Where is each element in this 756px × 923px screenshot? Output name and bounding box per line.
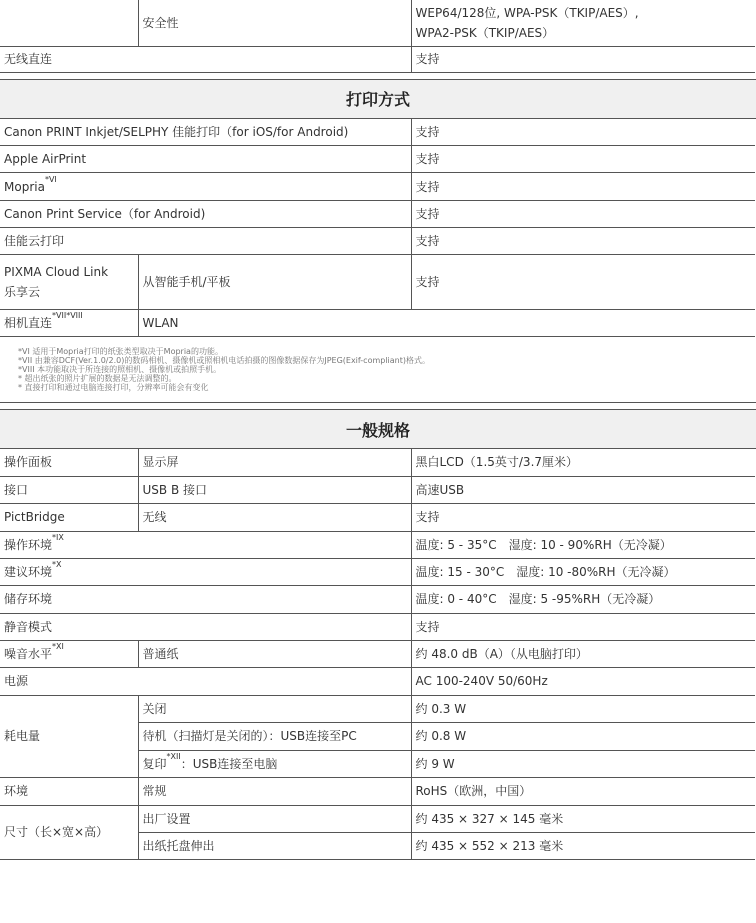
- spec-label: [0, 0, 138, 46]
- spec-sublabel: 待机（扫描灯是关闭的）：USB连接至PC: [138, 722, 411, 750]
- footnote: *VIII 本功能取决于所连接的照相机、摄像机或拍照手机。: [18, 365, 222, 374]
- footnote-ref: *VI: [44, 174, 57, 184]
- spec-sublabel: 出厂设置: [138, 805, 411, 832]
- section-title-general-specs: 一般规格: [0, 409, 756, 449]
- spec-value: WLAN: [138, 310, 755, 337]
- spec-value: RoHS（欧洲，中国）: [411, 777, 755, 805]
- table-row: [0, 667, 755, 695]
- spec-label: 储存环境: [0, 585, 411, 613]
- spec-sublabel: 无线: [138, 503, 411, 531]
- table-row: [0, 173, 755, 201]
- spec-value: 支持: [411, 228, 755, 255]
- spec-label: [0, 558, 411, 585]
- table-row: [0, 640, 755, 667]
- footnote-ref: *VII*VIII: [52, 311, 83, 320]
- spec-sublabel: [138, 750, 411, 777]
- security-value-line2: WPA2-PSK（TKIP/AES）: [415, 25, 555, 40]
- footnotes: [0, 337, 756, 403]
- recommended-env-label: 建议环境: [4, 564, 53, 579]
- spec-value: 约 0.8 W: [411, 722, 755, 750]
- spec-value: 约 0.3 W: [411, 695, 755, 722]
- spec-sublabel: USB B 接口: [138, 476, 411, 503]
- spec-value: 支持: [411, 255, 755, 310]
- pixma-label-line1: PIXMA Cloud Link: [4, 265, 109, 279]
- table-row: [0, 201, 755, 228]
- print-methods-table: [0, 119, 755, 338]
- spec-label: Apple AirPrint: [0, 146, 411, 173]
- spec-sublabel: 常规: [138, 777, 411, 805]
- spec-label: [0, 310, 138, 337]
- spec-sublabel: 普通纸: [138, 640, 411, 667]
- table-row: [0, 0, 755, 46]
- table-row: [0, 310, 755, 337]
- operating-env-label: 操作环境: [4, 537, 53, 552]
- spec-value: 支持: [411, 173, 755, 201]
- spec-label: PictBridge: [0, 503, 138, 531]
- table-row: [0, 558, 755, 585]
- table-row: [0, 255, 755, 310]
- noise-label: 噪音水平: [4, 646, 53, 661]
- spec-value: 支持: [411, 201, 755, 228]
- table-row: [0, 613, 755, 640]
- spec-label: 环境: [0, 777, 138, 805]
- copy-label: 复印: [142, 756, 167, 771]
- spec-label: 电源: [0, 667, 411, 695]
- spec-value: 约 9 W: [411, 750, 755, 777]
- footnote: *VI 适用于Mopria打印的纸张类型取决于Mopria的功能。: [18, 347, 223, 356]
- spec-value: 黑白LCD（1.5英寸/3.7厘米）: [411, 449, 755, 476]
- spec-value: 支持: [411, 146, 755, 173]
- spec-value: 约 48.0 dB（A）（从电脑打印）: [411, 640, 755, 667]
- spec-value: 支持: [411, 119, 755, 146]
- spec-sublabel: 显示屏: [138, 449, 411, 476]
- footnote-ref: *XI: [52, 641, 64, 651]
- spec-label: 耗电量: [0, 695, 138, 777]
- footnote-ref: *XII: [166, 751, 181, 761]
- mopria-label: Mopria: [4, 179, 45, 194]
- copy-label-suffix: ：USB连接至电脑: [180, 756, 278, 771]
- spec-value: 支持: [411, 46, 755, 72]
- spec-label: 尺寸（长×宽×高）: [0, 805, 138, 859]
- spec-sublabel: 安全性: [138, 0, 411, 46]
- table-row: [0, 695, 755, 722]
- footnote-ref: *X: [52, 559, 62, 569]
- table-row: [0, 476, 755, 503]
- section-title-print-methods: 打印方式: [0, 79, 756, 119]
- camera-direct-label: 相机直连: [4, 316, 53, 330]
- spec-value: 高速USB: [411, 476, 755, 503]
- spec-label: 操作面板: [0, 449, 138, 476]
- spec-value: [411, 0, 755, 46]
- spec-label: Canon PRINT Inkjet/SELPHY 佳能打印（for iOS/for Android): [0, 119, 411, 146]
- spec-label: [0, 173, 411, 201]
- spec-value: 支持: [411, 503, 755, 531]
- general-specs-table: [0, 449, 755, 860]
- footnote: * 超出纸张的照片扩展的数据是无法调整的。: [18, 374, 177, 383]
- spec-label: [0, 531, 411, 558]
- table-row: [0, 777, 755, 805]
- table-row: [0, 531, 755, 558]
- spec-value: 约 435 × 327 × 145 毫米: [411, 805, 755, 832]
- spec-label: 佳能云打印: [0, 228, 411, 255]
- footnote-ref: *IX: [52, 532, 64, 542]
- table-row: [0, 228, 755, 255]
- spec-value: 温度: 0 - 40°C 湿度: 5 -95%RH（无冷凝）: [411, 585, 755, 613]
- spec-label: 接口: [0, 476, 138, 503]
- spec-value: 支持: [411, 613, 755, 640]
- spec-label: Canon Print Service（for Android): [0, 201, 411, 228]
- spec-label: [0, 255, 138, 310]
- pixma-label-line2: 乐享云: [4, 285, 41, 299]
- spec-sublabel: 从智能手机/平板: [138, 255, 411, 310]
- footnote: *VII 由兼容DCF(Ver.1.0/2.0)的数码相机、摄像机或照相机电话拍摄的图像数据保存为JPEG(Exif-compliant)格式。: [18, 356, 431, 365]
- spec-label: 静音模式: [0, 613, 411, 640]
- spec-value: 温度: 15 - 30°C 湿度: 10 -80%RH（无冷凝）: [411, 558, 755, 585]
- table-row: [0, 503, 755, 531]
- footnote: * 直接打印和通过电脑连接打印，分辨率可能会有变化: [18, 383, 209, 392]
- spec-value: 约 435 × 552 × 213 毫米: [411, 832, 755, 859]
- network-spec-table: [0, 0, 755, 73]
- table-row: [0, 449, 755, 476]
- spec-label: [0, 640, 138, 667]
- spec-sublabel: 关闭: [138, 695, 411, 722]
- table-row: [0, 119, 755, 146]
- table-row: [0, 146, 755, 173]
- spec-label: 无线直连: [0, 46, 411, 72]
- table-row: [0, 585, 755, 613]
- table-row: [0, 46, 755, 72]
- table-row: [0, 805, 755, 832]
- spec-value: AC 100-240V 50/60Hz: [411, 667, 755, 695]
- security-value-line1: WEP64/128位, WPA-PSK（TKIP/AES）,: [415, 5, 639, 20]
- spec-value: 温度: 5 - 35°C 湿度: 10 - 90%RH（无冷凝）: [411, 531, 755, 558]
- spec-sublabel: 出纸托盘伸出: [138, 832, 411, 859]
